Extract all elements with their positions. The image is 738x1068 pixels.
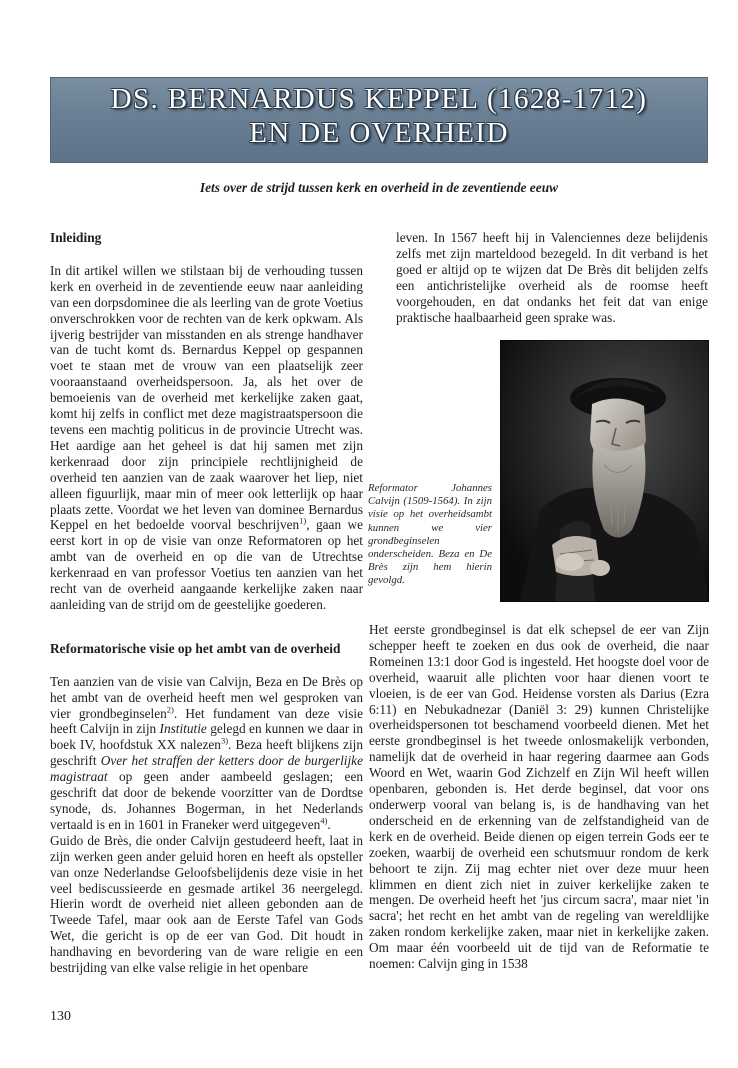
footnote-ref-3[interactable]: 3) [220,735,229,746]
right-column-top [396,230,708,325]
footnote-ref-4[interactable]: 4) [320,815,328,826]
section-heading-inleiding: Inleiding [50,230,102,245]
article-title-line-1: DS. BERNARDUS KEPPEL (1628-1712) [110,83,648,115]
grondbeginselen-paragraph: Het eerste grondbeginsel is dat elk schepsel de eer van Zijn schepper heeft te zoeken en dus ook de overheid, die naar Romeinen 13:1 door God is ingesteld. Het hoogste doel voor de overheid, waaruit alle plichten voor haar dienen voort te vloeien, is de eer van God. Heidense vorsten als Darius (Ezra 6:11) en Nebukadnezar (Daniël 3: 29) kunnen Christelijke overheidspersonen tot beschamend voorbeeld dienen. Met het eerste grondbeginsel is het tweede onlosmakelijk verbonden, namelijk dat de overheid in haar regering daarmee aan Gods Woord en Wet, waarin God Zichzelf en Zijn Wil heeft willen openbaren, gebonden is. Het derde beginsel, dat voor ons onderwerp vooral van belang is, is de handhaving van het onderscheid en de erkenning van de zelfstandigheid van de kerk en de overheid. Beide dienen op eigen terrein Gods eer te zoeken, waarbij de overheid een schutsmuur rondom de kerk behoort te zijn. Zij mag echter niet over deze muur heen klimmen en dient zich niet in zuiver kerkelijke zaken te mengen. De overheid heeft het 'jus circum sacra', maar niet 'in sacra'; het recht en het ambt van de regeling van wereldlijke zaken rondom kerkelijke zaken, maar niet in kerkelijke zaken. Om maar één voorbeeld uit de tijd van de Reformatie te noemen: Calvijn ging in 1538 [369,622,709,972]
right-column-bottom [369,622,709,972]
page-number: 130 [50,1009,71,1024]
section-heading-reformatorische-visie: Reformatorische visie op het ambt van de overheid [50,640,341,656]
intro-paragraph: In dit artikel willen we stilstaan bij de verhouding tussen kerk en overheid in de zeventiende eeuw naar aanleiding van een dorpsdominee die als leerling van de grote Voetius onverschrokken voor de rechten van de kerk opkwam. Als ijverig bestrijder van misstanden en als strenge handhaver van de tucht komt ds. Bernardus Keppel op gespannen voet te staan met de vrouw van een plaatselijk zeer vooraanstaand overheidspersoon. Ja, als het over de bemoeienis van de overheid met kerkelijke zaken gaat, komt hij zelfs in conflict met deze magistraatspersoon die tevens een machtig politicus in de provincie Utrecht was. Het aardige aan het geheel is dat hij samen met zijn kerkenraad door zijn principiele rechtlijnigheid de overheid ten aanzien van de zaak waarover het liep, niet alleen figuurlijk, maar min of meer ook letterlijk op haar plaats zette. Voordat we het leven van dominee Bernardus Keppel en het bedoelde voorval beschrijven$^{1)}$, gaan we eerst kort in op de visie van onze Reformatoren op het ambt van de overheid en op die van de Utrechtse kerkenraad en van professor Voetius ten aanzien van het recht van de overheid aangaande kerkelijke zaken naar aanleiding van de strijd om de geestelijke goederen. [50,262,364,612]
title-banner [50,77,708,163]
section2-paragraph-2: Guido de Brès, die onder Calvijn gestudeerd heeft, laat in zijn werken geen ander geluid horen en heeft als opsteller van onze Nederlandse Geloofsbelijdenis deze visie in het veel bediscussieerde en gesmade artikel 36 neergelegd. Hierin wordt de overheid niet alleen gebonden aan de Tweede Tafel, maar ook aan de Eerste Tafel van Gods Wet, die gericht is op de eer van God. Dit houdt in handhaving en bevordering van de ware religie en een bestrijding van elke valse religie in het openbare [50,832,363,976]
portrait-caption: Reformator Johannes Calvijn (1509-1564). In zijn visie op het overheidsambt kunnen we vier grondbeginselen onderscheiden. Beza en De Brès zijn hem hierin gevolgd. [368,482,492,587]
footnote-ref-2[interactable]: 2) [166,704,174,715]
section2-paragraph-1: Ten aanzien van de visie van Calvijn, Beza en De Brès op het ambt van de overheid heeft men wel gesproken van vier grondbeginselen$^{2)}$. Het fundament van deze visie heeft Calvijn in zijn Institutie gelegd en kunnen we daar in boek IV, hoofdstuk XX nalezen$^{3)}$. Beza heeft blijkens zijn geschrift Over het straffen der ketters door de burgerlijke magistraat op geen ander aambeeld geslagen; een geschrift dat door de bekende voorzitter van de Dordtse synode, ds. Johannes Bogerman, in het Nederlands vertaald is en in 1601 in Franeker werd uitgegeven$^{4)}$. [50,673,363,832]
article-title-line-2: EN DE OVERHEID [249,117,509,149]
article-subtitle: Iets over de strijd tussen kerk en overheid in de zeventiende eeuw [199,180,559,195]
calvin-portrait-image [500,340,709,602]
left-column [50,230,363,976]
footnote-ref-1[interactable]: 1) [299,515,307,526]
right-paragraph-continued: leven. In 1567 heeft hij in Valenciennes deze belijdenis zelfs met zijn marteldood bezegeld. In dit verband is het goed er altijd op te wijzen dat De Brès dit belijden zelfs een antichristelijke overheid als de roomse heeft voorgehouden, en dat ondanks het feit dat van enige praktische haalbaarheid geen sprake was. [396,230,708,325]
